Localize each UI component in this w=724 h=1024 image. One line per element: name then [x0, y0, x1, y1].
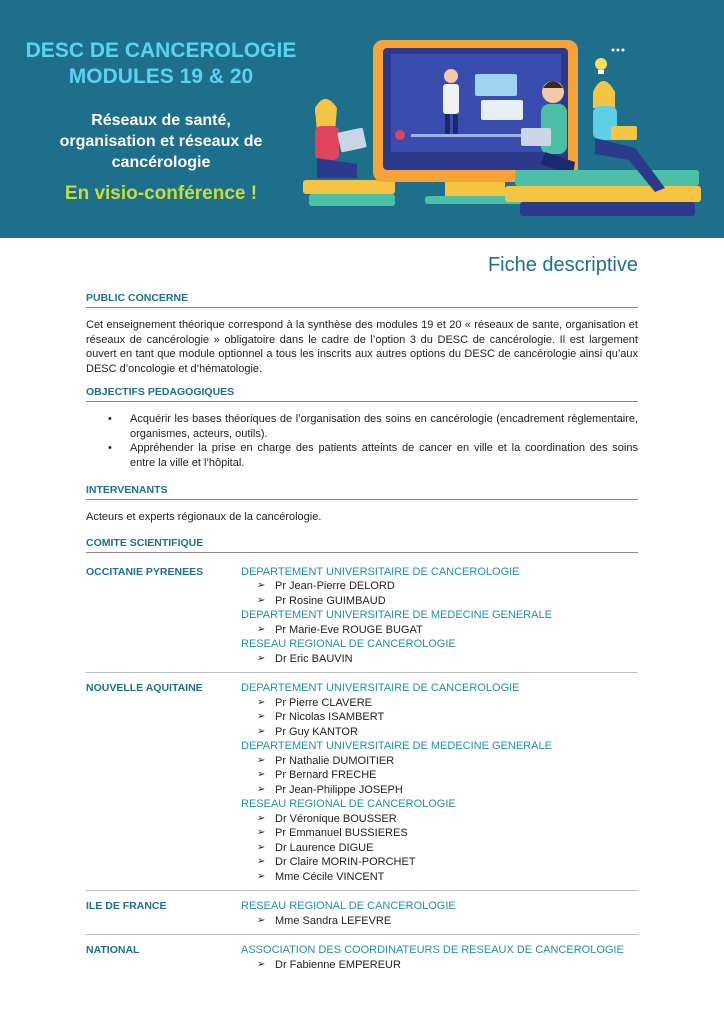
- member-list: [241, 623, 638, 638]
- banner-title: [10, 38, 312, 90]
- member-name: Dr Fabienne EMPEREUR: [275, 958, 401, 971]
- banner-visio-text: En visio-conférence !: [64, 183, 258, 204]
- section-public-title: PUBLIC CONCERNE: [86, 292, 638, 308]
- arrow-bullet-icon: ➢: [257, 914, 266, 926]
- list-item: [257, 725, 638, 740]
- arrow-bullet-icon: ➢: [257, 870, 266, 882]
- region-name: NOUVELLE AQUITAINE: [86, 682, 203, 694]
- member-name: Pr Emmanuel BUSSIERES: [275, 827, 408, 839]
- arrow-bullet-icon: ➢: [257, 754, 266, 766]
- list-item: [257, 914, 638, 929]
- list-item: • Appréhender la prise en charge des patients atteints de cancer en ville et la coordination des soins entre la ville et l’hôpital.: [108, 441, 638, 470]
- group-name: RESEAU REGIONAL DE CANCEROLOGIE: [241, 900, 456, 912]
- list-item: [257, 958, 638, 973]
- banner-subtitle-line2: organisation et réseaux de: [59, 133, 263, 150]
- list-item: [257, 696, 638, 711]
- region-groups: [241, 899, 638, 928]
- section-comite-title: COMITE SCIENTIFIQUE: [86, 537, 638, 553]
- banner-subtitle-line1: Réseaux de santé,: [91, 112, 231, 129]
- member-name: Pr Bernard FRECHE: [275, 769, 377, 781]
- member-name: Dr Claire MORIN-PORCHET: [275, 856, 416, 868]
- region-groups: [241, 565, 638, 667]
- objectifs-list: [86, 412, 638, 470]
- member-name: Mme Cécile VINCENT: [275, 870, 385, 883]
- group-name: DEPARTEMENT UNIVERSITAIRE DE MEDECINE GENERALE: [241, 740, 552, 752]
- list-item: [257, 783, 638, 798]
- list-item: [257, 652, 638, 667]
- list-item: [257, 579, 638, 594]
- list-item: [257, 754, 638, 769]
- document-body: [86, 292, 638, 984]
- list-item: [257, 594, 638, 609]
- member-name: Pr Rosine GUIMBAUD: [275, 594, 386, 607]
- member-list: [241, 754, 638, 798]
- arrow-bullet-icon: ➢: [257, 580, 266, 591]
- group-name: RESEAU REGIONAL DE CANCEROLOGIE: [241, 798, 456, 810]
- region-name: ILE DE FRANCE: [86, 900, 167, 912]
- region-name: NATIONAL: [86, 944, 140, 956]
- group-name: DEPARTEMENT UNIVERSITAIRE DE CANCEROLOGIE: [241, 565, 520, 578]
- section-intervenants-text: Acteurs et experts régionaux de la cancérologie.: [86, 511, 322, 523]
- list-item: [257, 855, 638, 870]
- list-item: [257, 768, 638, 783]
- member-list: [241, 914, 638, 929]
- list-item: • Acquérir les bases théoriques de l’organisation des soins en cancérologie (encadrement règlementaire, organismes, acteurs, outils).: [108, 412, 638, 441]
- committee-row: [86, 897, 638, 935]
- arrow-bullet-icon: ➢: [257, 711, 266, 722]
- group-name: DEPARTEMENT UNIVERSITAIRE DE CANCEROLOGIE: [241, 682, 520, 694]
- arrow-bullet-icon: ➢: [257, 652, 266, 664]
- arrow-bullet-icon: ➢: [257, 783, 266, 795]
- list-item: [257, 812, 638, 827]
- banner-subtitle: [20, 110, 302, 173]
- member-name: Pr Pierre CLAVERE: [275, 696, 372, 709]
- header-banner: [0, 0, 724, 238]
- arrow-bullet-icon: ➢: [257, 769, 266, 780]
- member-name: Dr Véronique BOUSSER: [275, 812, 397, 825]
- committee-table: [86, 563, 638, 979]
- committee-row: [86, 563, 638, 674]
- member-name: Pr Jean-Pierre DELORD: [275, 580, 395, 592]
- list-item: [257, 870, 638, 885]
- member-list: [241, 579, 638, 608]
- list-item: [257, 710, 638, 725]
- member-name: Pr Nathalie DUMOITIER: [275, 754, 395, 767]
- arrow-bullet-icon: ➢: [257, 958, 266, 970]
- member-name: Pr Guy KANTOR: [275, 725, 358, 738]
- elearning-illustration: [295, 30, 715, 235]
- banner-subtitle-line3: cancérologie: [111, 154, 211, 171]
- arrow-bullet-icon: ➢: [257, 841, 266, 853]
- member-name: Pr Jean-Philippe JOSEPH: [275, 783, 403, 796]
- member-list: [241, 652, 638, 667]
- section-public-text: Cet enseignement théorique correspond à la synthèse des modules 19 et 20 « réseaux de sante, organisation et réseaux de cancérologie » obligatoire dans le cadre de l’option 3 du DESC de cancérologie. Il est largement ouvert en tant que module optionnel a tous les inscrits aux autres options du DESC de cancérologie ainsi qu’aux DESC d’oncologie et d’hématologie.: [86, 319, 638, 375]
- committee-row: [86, 941, 638, 978]
- section-objectifs-title: OBJECTIFS PEDAGOGIQUES: [86, 386, 638, 402]
- arrow-bullet-icon: ➢: [257, 725, 266, 737]
- member-name: Dr Eric BAUVIN: [275, 652, 353, 665]
- page-title: Fiche descriptive: [487, 254, 638, 276]
- banner-title-line2: MODULES 19 & 20: [68, 65, 254, 88]
- group-name: RESEAU REGIONAL DE CANCEROLOGIE: [241, 638, 456, 650]
- group-name: ASSOCIATION DES COORDINATEURS DE RESEAUX DE CANCEROLOGIE: [241, 944, 624, 956]
- arrow-bullet-icon: ➢: [257, 696, 266, 708]
- section-intervenants-title: INTERVENANTS: [86, 484, 638, 500]
- arrow-bullet-icon: ➢: [257, 827, 266, 838]
- member-name: Dr Laurence DIGUE: [275, 841, 374, 854]
- arrow-bullet-icon: ➢: [257, 856, 266, 867]
- region-groups: [241, 681, 638, 884]
- member-name: Pr Marie-Eve ROUGE BUGAT: [275, 623, 423, 636]
- list-item: [257, 623, 638, 638]
- member-name: Mme Sandra LEFEVRE: [275, 914, 392, 927]
- arrow-bullet-icon: ➢: [257, 594, 266, 606]
- arrow-bullet-icon: ➢: [257, 812, 266, 824]
- committee-row: [86, 679, 638, 891]
- region-name: OCCITANIE PYRENEES: [86, 565, 204, 578]
- member-list: [241, 696, 638, 740]
- list-item: [257, 841, 638, 856]
- member-list: [241, 812, 638, 885]
- region-groups: [241, 943, 638, 972]
- banner-title-line1: DESC DE CANCEROLOGIE: [25, 39, 297, 62]
- list-item: [257, 826, 638, 841]
- member-name: Pr Nicolas ISAMBERT: [275, 711, 385, 723]
- group-name: DEPARTEMENT UNIVERSITAIRE DE MEDECINE GENERALE: [241, 609, 552, 621]
- arrow-bullet-icon: ➢: [257, 623, 266, 635]
- member-list: [241, 958, 638, 973]
